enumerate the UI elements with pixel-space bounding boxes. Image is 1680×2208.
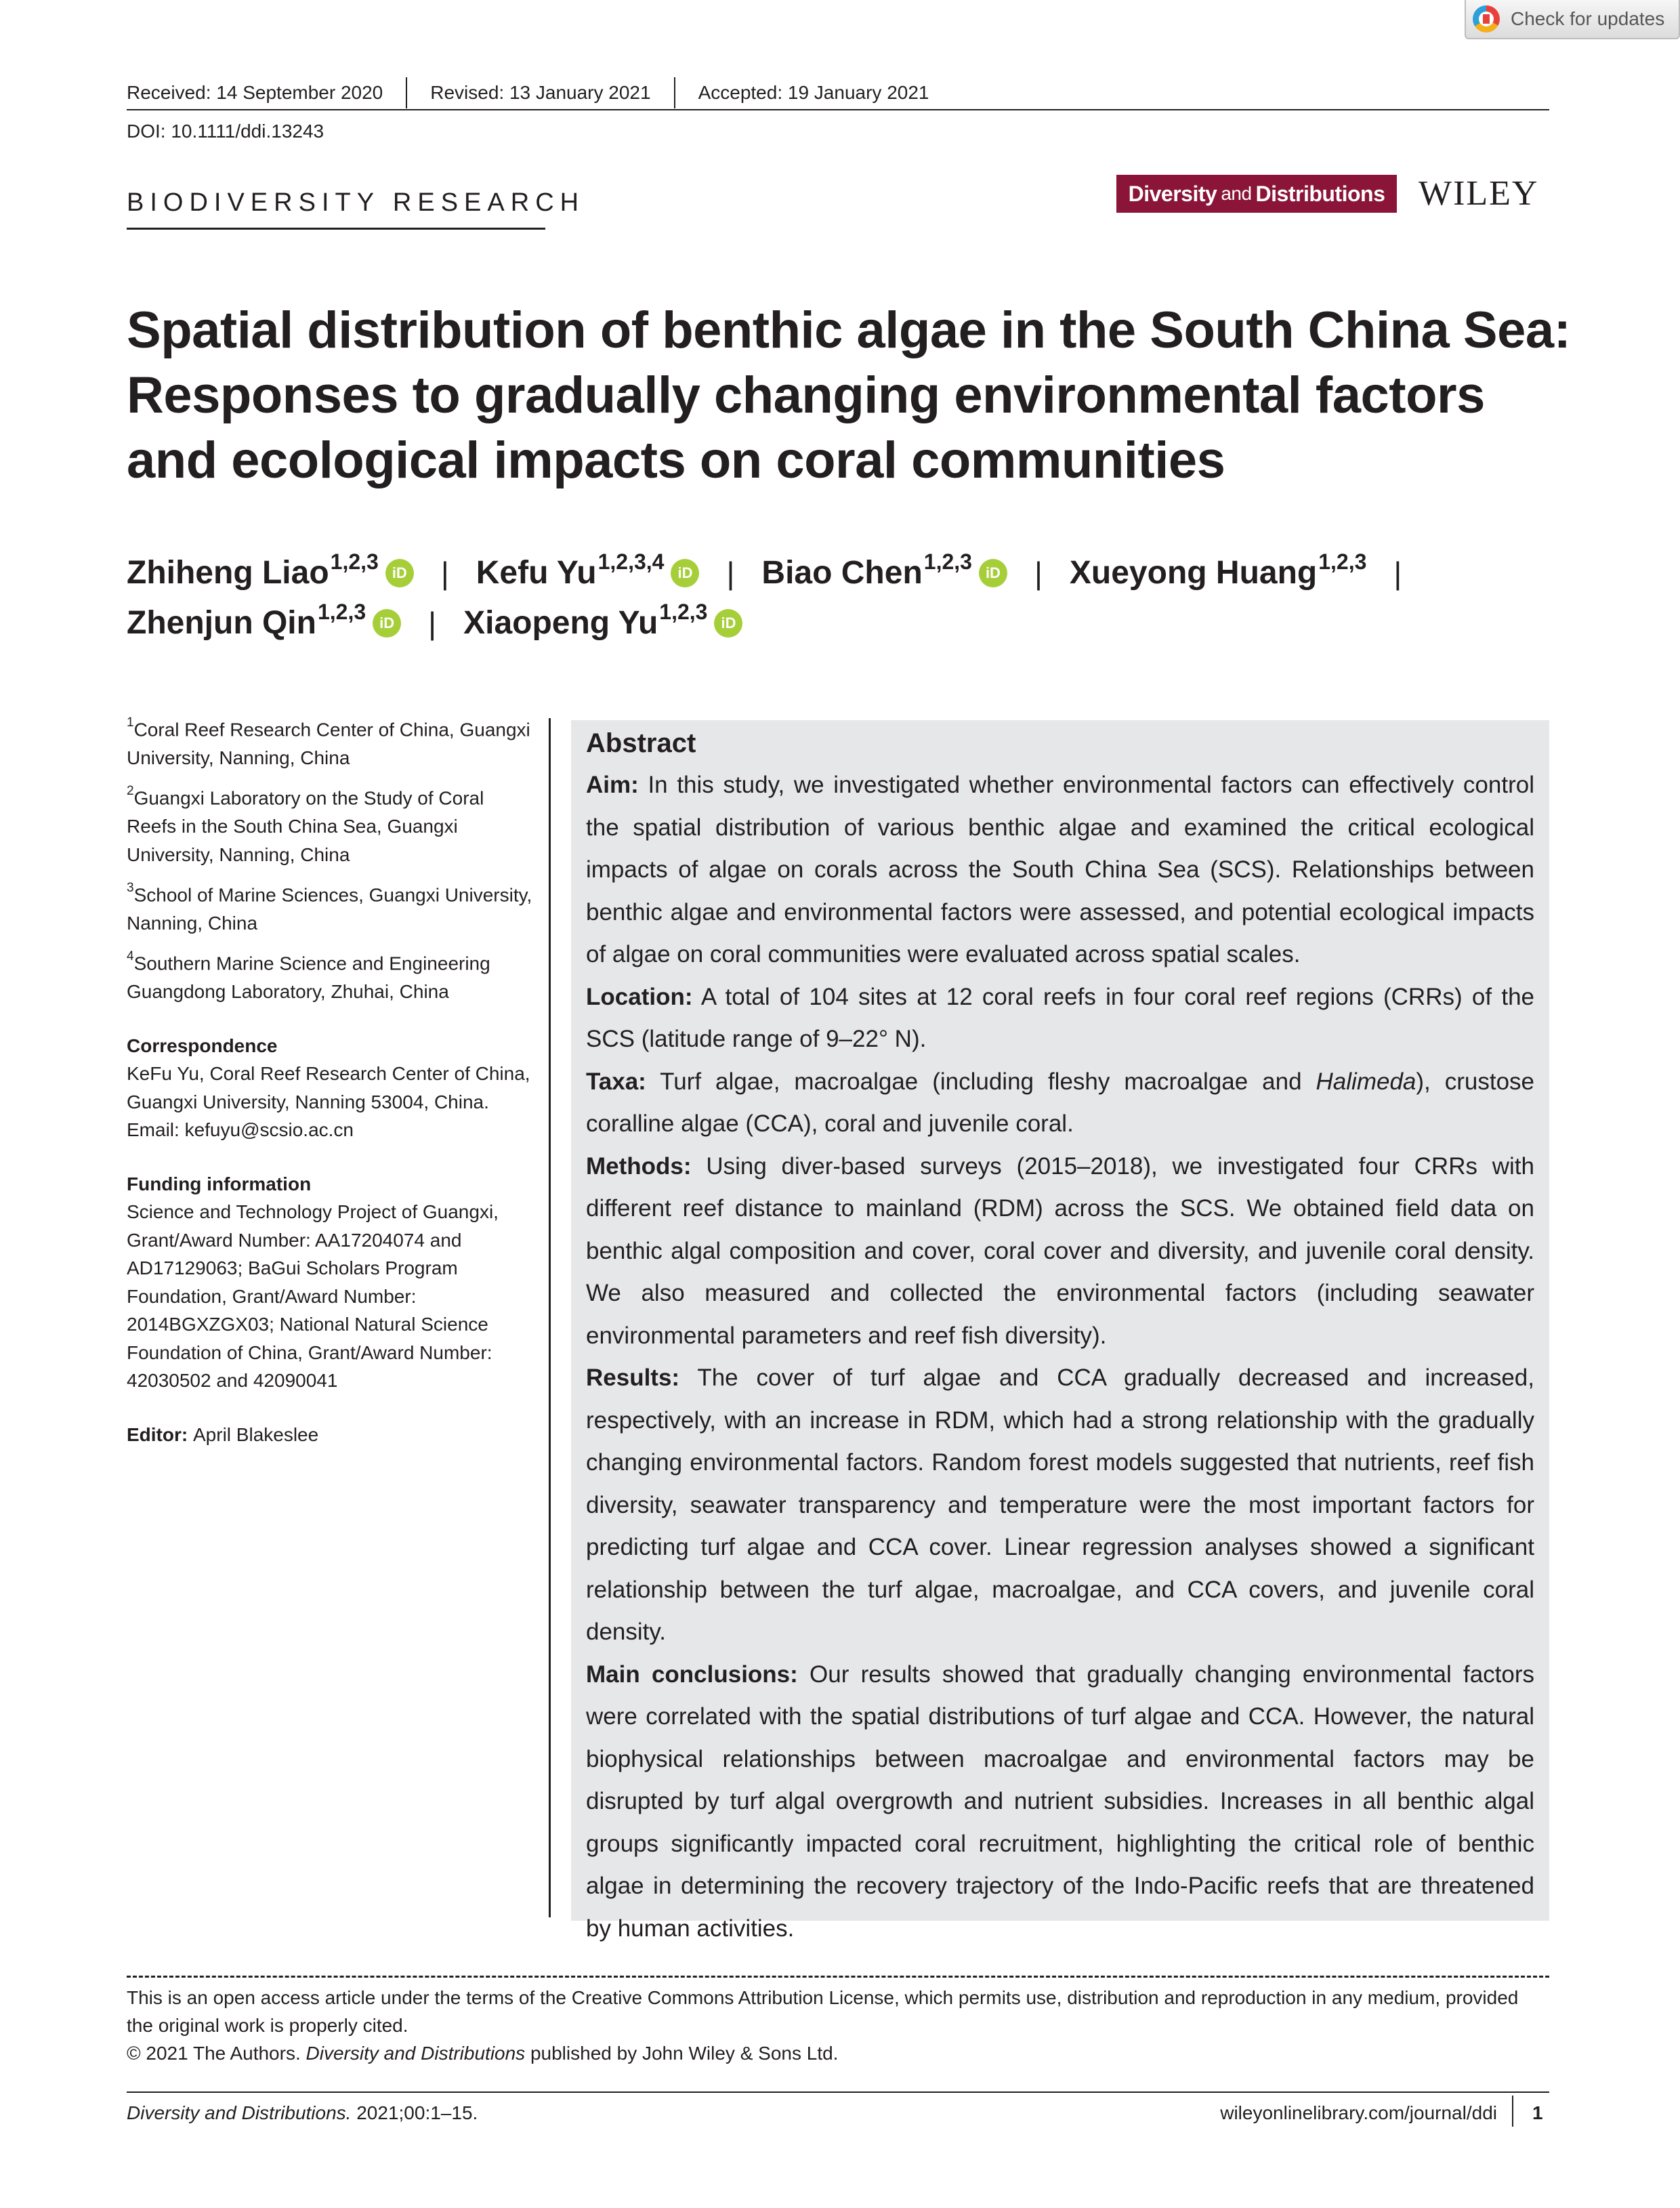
- abstract-methods: [586, 1146, 1534, 1358]
- doi[interactable]: DOI: 10.1111/ddi.13243: [127, 121, 324, 142]
- author-affiliation-numbers: 1,2,3: [923, 549, 972, 574]
- abstract-taxa-italic: Halimeda: [1316, 1068, 1416, 1095]
- abstract-title: Abstract: [586, 728, 696, 758]
- section-underline: [127, 228, 545, 230]
- author: [476, 549, 700, 591]
- author-name: Biao Chen: [761, 555, 923, 591]
- abstract-conclusions-label: Main conclusions:: [586, 1661, 798, 1688]
- abstract-aim-label: Aim:: [586, 772, 639, 798]
- citation-line: [127, 2102, 478, 2124]
- author: [127, 600, 401, 642]
- correspondence-email[interactable]: Email: kefuyu@scsio.ac.cn: [127, 1119, 354, 1141]
- author-list-line-2: [127, 600, 1583, 642]
- orcid-icon[interactable]: iD: [979, 559, 1007, 587]
- abstract-aim: [586, 764, 1534, 976]
- divider: [406, 77, 407, 108]
- author-name: Kefu Yu: [476, 555, 597, 591]
- abstract-conclusions-text: Our results showed that gradually changing environmental factors were correlated with the spatial distributions of turf algae and CCA. However, the natural biophysical relationships between macroalgae and environmental factors may be disrupted by turf algal overgrowth and nutrient subsidies. Increases in all benthic algal groups significantly impacted coral recruitment, highlighting the critical role of benthic algae in determining the recovery trajectory of the Indo-Pacific reefs that are threatened by human activities.: [586, 1661, 1535, 1942]
- affiliation-text: School of Marine Sciences, Guangxi University, Nanning, China: [127, 884, 532, 934]
- orcid-icon[interactable]: iD: [373, 609, 401, 638]
- abstract-location: [586, 976, 1534, 1061]
- author-separator: |: [1393, 555, 1402, 591]
- author-name: Xueyong Huang: [1069, 555, 1318, 591]
- funding-text: Science and Technology Project of Guangxi, Grant/Award Number: AA17204074 and AD17129063; BaGui Scholars Program Foundation, Grant/Award Number: 2014BGXZGX03; National Natural Science Foundation of China, Grant/Award Number: 42030502 and 42090041: [127, 1201, 499, 1392]
- author: [463, 600, 742, 642]
- author: [761, 549, 1007, 591]
- publisher-logo: WILEY: [1419, 174, 1539, 213]
- author-affiliation-numbers: 1,2,3,4: [597, 549, 665, 574]
- journal-logo-part3: Distributions: [1255, 181, 1385, 206]
- author-affiliation-numbers: 1,2,3: [317, 600, 366, 624]
- divider: [1512, 2096, 1513, 2127]
- affiliation-text: Coral Reef Research Center of China, Guangxi University, Nanning, China: [127, 719, 530, 768]
- editor-line: [127, 1421, 533, 1449]
- footer-rule: [127, 2091, 1549, 2093]
- journal-logo-part2: and: [1221, 183, 1252, 204]
- copyright-suffix: published by John Wiley & Sons Ltd.: [525, 2043, 839, 2064]
- section-label: BIODIVERSITY RESEARCH: [127, 188, 585, 217]
- article-dates: [127, 77, 1549, 108]
- column-divider: [549, 718, 551, 1917]
- abstract-aim-text: In this study, we investigated whether environmental factors can effectively control the spatial distribution of various benthic algae and examined the critical ecological impacts of algae on corals across the South China Sea (SCS). Relationships between benthic algae and environmental factors were assessed, and potential ecological impacts of algae on coral communities were evaluated across spatial scales.: [586, 772, 1534, 967]
- crossmark-icon: [1473, 5, 1500, 33]
- abstract-taxa: [586, 1061, 1534, 1146]
- affiliation: [127, 780, 533, 869]
- copyright-prefix: © 2021 The Authors.: [127, 2043, 306, 2064]
- license-notice: [127, 1984, 1549, 2067]
- funding-heading: Funding information: [127, 1173, 312, 1194]
- author-separator: |: [1034, 555, 1043, 591]
- abstract-location-label: Location:: [586, 983, 693, 1010]
- header-rule: [127, 109, 1549, 110]
- author-name: Zhiheng Liao: [127, 555, 329, 591]
- author-list-line-1: [127, 549, 1583, 591]
- abstract-results: [586, 1357, 1534, 1654]
- correspondence-heading: Correspondence: [127, 1035, 278, 1056]
- journal-logo-part1: Diversity: [1128, 181, 1217, 206]
- orcid-icon[interactable]: iD: [385, 559, 414, 587]
- abstract-taxa-text-2: ), crustose coralline algae (CCA), coral and juvenile coral.: [586, 1068, 1534, 1137]
- author-affiliation-numbers: 1,2,3: [659, 600, 708, 624]
- citation-details: 2021;00:1–15.: [351, 2102, 478, 2123]
- author-name: Zhenjun Qin: [127, 605, 316, 641]
- article-info-column: [127, 711, 533, 1449]
- orcid-icon[interactable]: iD: [714, 609, 742, 638]
- editor-label: Editor:: [127, 1423, 188, 1445]
- abstract-methods-label: Methods:: [586, 1152, 692, 1180]
- author-separator: |: [726, 555, 735, 591]
- citation-journal: Diversity and Distributions.: [127, 2102, 352, 2123]
- author-affiliation-numbers: 1,2,3: [1318, 549, 1367, 574]
- affiliation: [127, 711, 533, 772]
- affiliation-text: Southern Marine Science and Engineering Guangdong Laboratory, Zhuhai, China: [127, 953, 490, 1003]
- copyright-journal: Diversity and Distributions: [306, 2043, 526, 2064]
- affiliation-number: 1: [127, 715, 134, 730]
- abstract-taxa-label: Taxa:: [586, 1068, 646, 1095]
- affiliation-number: 2: [127, 784, 134, 799]
- revised-date: Revised: 13 January 2021: [430, 82, 651, 103]
- abstract-methods-text: Using diver-based surveys (2015–2018), we investigated four CRRs with different reef distance to mainland (RDM) across the SCS. We obtained field data on benthic algal composition and cover, coral cover and diversity, and juvenile coral density. We also measured and collected the environmental factors (including seawater environmental parameters and reef fish diversity).: [586, 1152, 1534, 1349]
- affiliation-number: 3: [127, 881, 134, 896]
- author-affiliation-numbers: 1,2,3: [330, 549, 379, 574]
- accepted-date: Accepted: 19 January 2021: [698, 82, 929, 103]
- abstract-taxa-text-1: Turf algae, macroalgae (including fleshy macroalgae and: [660, 1068, 1316, 1095]
- author-separator: |: [440, 555, 449, 591]
- check-for-updates-label: Check for updates: [1511, 8, 1665, 29]
- article-title: Spatial distribution of benthic algae in the South China Sea: Responses to gradually changing environmental factors and ecological impacts on coral communities: [127, 301, 1571, 489]
- abstract-conclusions: [586, 1654, 1534, 1951]
- divider: [674, 77, 675, 108]
- abstract-location-text: A total of 104 sites at 12 coral reefs in four coral reef regions (CRRs) of the SCS (latitude range of 9–22° N).: [586, 983, 1534, 1052]
- license-text: This is an open access article under the terms of the Creative Commons Attribution License, which permits use, distribution and reproduction in any medium, provided the original work is properly cited.: [127, 1987, 1519, 2036]
- author-separator: |: [428, 605, 437, 641]
- abstract-results-text: The cover of turf algae and CCA gradually decreased and increased, respectively, with an increase in RDM, which had a strong relationship with the gradually changing environmental factors. Random forest models suggested that nutrients, reef fish diversity, seawater transparency and temperature were the most important factors for predicting turf algae and CCA cover. Linear regression analyses showed a significant relationship between the turf algae, macroalgae, and CCA covers, and juvenile coral density.: [586, 1365, 1534, 1645]
- affiliation: [127, 945, 533, 1005]
- journal-url[interactable]: wileyonlinelibrary.com/journal/ddi: [1220, 2102, 1497, 2123]
- journal-logo: [1116, 175, 1397, 213]
- affiliation-number: 4: [127, 949, 134, 964]
- affiliation-text: Guangxi Laboratory on the Study of Coral Reefs in the South China Sea, Guangxi University, Nanning, China: [127, 787, 484, 865]
- received-date: Received: 14 September 2020: [127, 82, 383, 103]
- page-number: 1: [1532, 2102, 1543, 2123]
- editor-name: April Blakeslee: [193, 1423, 319, 1445]
- abstract-results-label: Results:: [586, 1365, 680, 1391]
- correspondence-text: KeFu Yu, Coral Reef Research Center of China, Guangxi University, Nanning 53004, China.: [127, 1063, 530, 1112]
- affiliation: [127, 877, 533, 937]
- affiliations: [127, 711, 533, 1006]
- author: [1069, 549, 1367, 591]
- copyright-line: [127, 2039, 1549, 2067]
- orcid-icon[interactable]: iD: [671, 559, 699, 587]
- author: [127, 549, 414, 591]
- license-divider: [127, 1976, 1549, 1978]
- abstract-box: [571, 720, 1549, 1942]
- author-name: Xiaopeng Yu: [463, 605, 658, 641]
- check-for-updates-button[interactable]: [1465, 0, 1680, 39]
